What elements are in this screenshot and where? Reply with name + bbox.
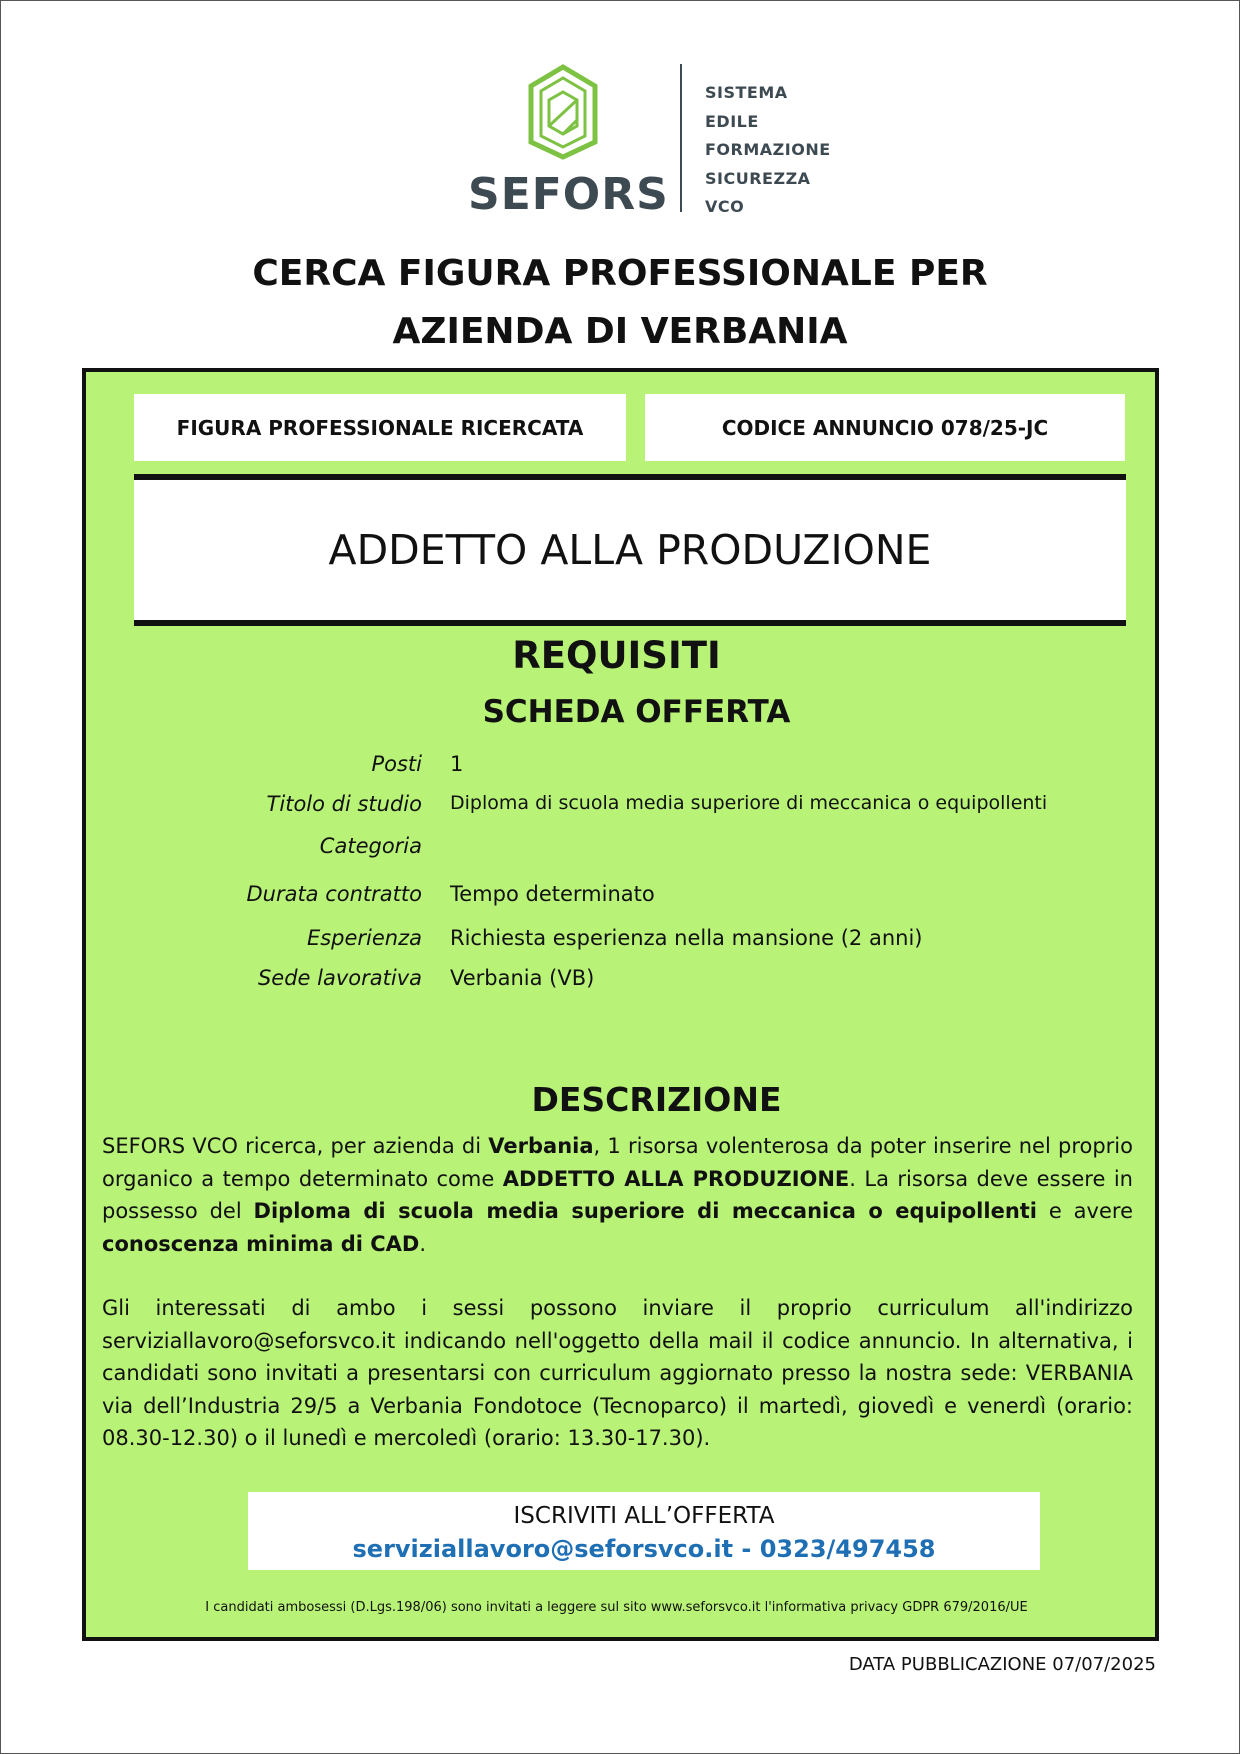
field-value: Diploma di scuola media superiore di meccanica o equipollenti (450, 792, 1048, 814)
description-title: DESCRIZIONE (531, 1080, 782, 1119)
sheet-title: SCHEDA OFFERTA (482, 694, 791, 730)
apply-heading: ISCRIVITI ALL’OFFERTA (513, 1503, 775, 1529)
field-label: Titolo di studio (266, 792, 422, 816)
field-label: Posti (371, 752, 422, 776)
field-label: Durata contratto (246, 882, 422, 906)
page-headline (0, 245, 1240, 361)
ad-code: CODICE ANNUNCIO 078/25-JC (721, 415, 1049, 440)
field-label: Categoria (319, 834, 422, 858)
apply-contact-link[interactable]: serviziallavoro@seforsvco.it - 0323/497458 (352, 1535, 936, 1563)
figure-label: FIGURA PROFESSIONALE RICERCATA (176, 415, 584, 440)
description-body (102, 1130, 1133, 1455)
requirements-title: REQUISITI (512, 634, 721, 677)
sefors-emblem-icon (525, 64, 601, 160)
logo-line: SICUREZZA (705, 168, 811, 188)
publication-date: DATA PUBBLICAZIONE 07/07/2025 (848, 1654, 1156, 1675)
ad-code-box (645, 394, 1125, 461)
job-title: ADDETTO ALLA PRODUZIONE (328, 526, 932, 574)
figure-label-box (134, 394, 626, 461)
headline-line-1: CERCA FIGURA PROFESSIONALE PER (252, 253, 988, 294)
privacy-note: I candidati ambosessi (D.Lgs.198/06) sono invitati a leggere sul sito www.seforsvco.it l'informativa privacy GDPR 679/2016/UE (205, 1600, 1028, 1615)
text-run: , 1 risorsa volenterosa da poter inserire nel proprio organico a tempo determinato come (102, 1134, 1133, 1191)
field-label: Sede lavorativa (257, 966, 422, 990)
offer-panel (82, 368, 1159, 1641)
text-run-bold: Verbania (488, 1134, 594, 1158)
text-run-bold: ADDETTO ALLA PRODUZIONE (502, 1166, 850, 1191)
field-value: Richiesta esperienza nella mansione (2 anni) (450, 926, 923, 950)
text-run-bold: conoscenza minima di CAD (102, 1231, 420, 1256)
logo-divider (680, 64, 682, 212)
description-paragraph-2: Gli interessati di ambo i sessi possono inviare il proprio curriculum all'indirizzo serviziallavoro@seforsvco.it indicando nell'oggetto della mail il codice annuncio. In alternativa, i candidati sono invitati a presentarsi con curriculum aggiornato presso la nostra sede: VERBANIA via dell’Industria 29/5 a Verbania Fondotoce (Tecnoparco) il martedì, giovedì e venerdì (orario: 08.30-12.30) o il lunedì e mercoledì (orario: 13.30-17.30). (102, 1296, 1133, 1450)
sefors-logo (468, 64, 858, 224)
job-title-box (134, 474, 1126, 626)
field-value: Tempo determinato (450, 882, 655, 906)
logo-line: FORMAZIONE (705, 140, 831, 159)
field-value: 1 (450, 752, 464, 776)
logo-wordmark: SEFORS (468, 169, 669, 220)
text-run: e avere (1037, 1199, 1133, 1223)
field-label: Esperienza (306, 926, 422, 950)
text-run: . (419, 1231, 427, 1256)
logo-line: VCO (705, 197, 745, 216)
text-run-bold: Diploma di scuola media superiore di meccanica o equipollenti (253, 1199, 1038, 1223)
apply-box (248, 1492, 1040, 1570)
field-value: Verbania (VB) (450, 966, 595, 990)
description-paragraph-1 (102, 1130, 1133, 1260)
logo-tagline (705, 79, 831, 222)
logo-line: EDILE (705, 111, 759, 131)
headline-line-2: AZIENDA DI VERBANIA (392, 311, 848, 352)
text-run: . La risorsa deve essere in possesso del (102, 1166, 1133, 1223)
text-run: SEFORS VCO ricerca, per azienda di (102, 1134, 489, 1158)
logo-line: SISTEMA (705, 83, 788, 102)
